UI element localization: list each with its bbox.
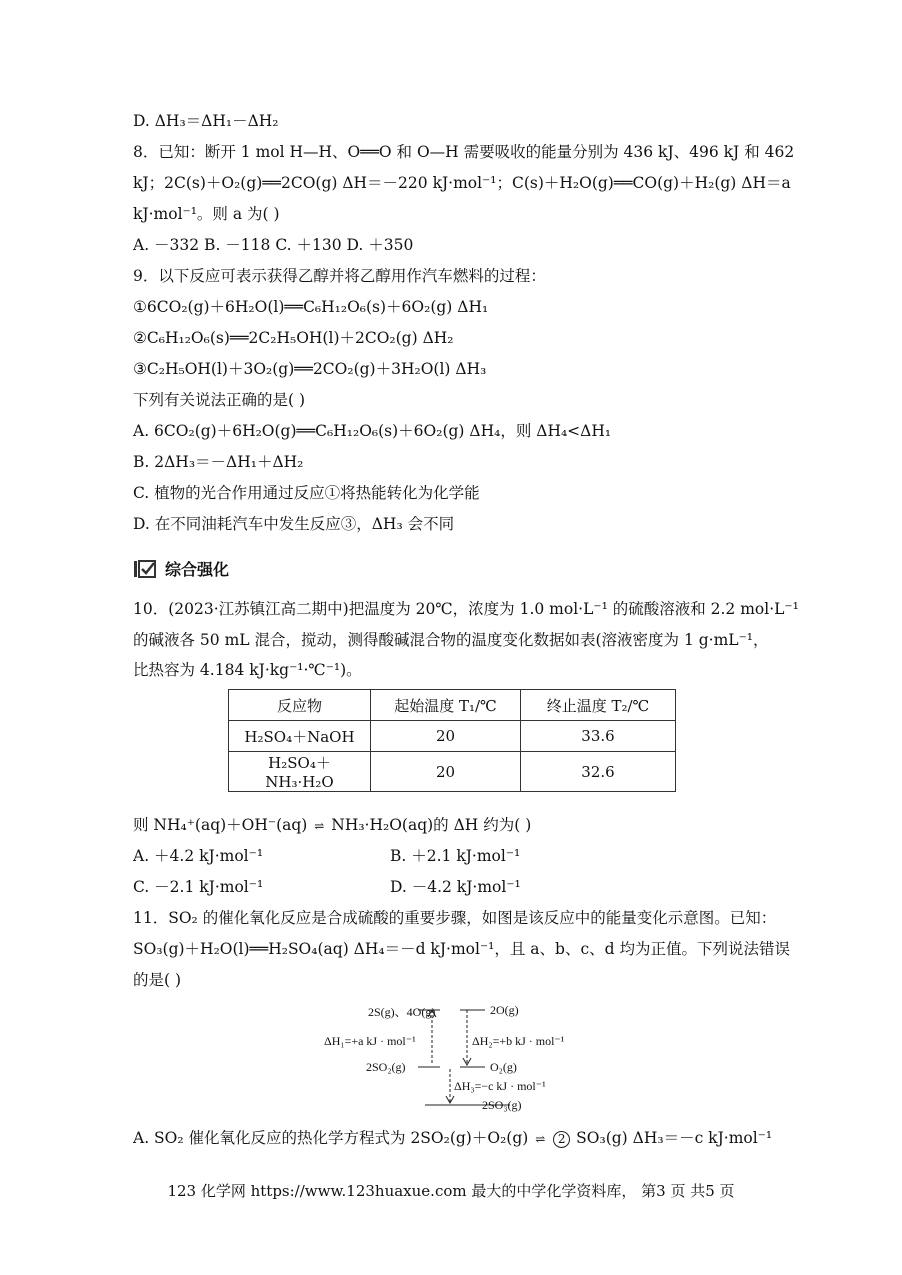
table-row xyxy=(229,752,676,792)
reversible-arrow-icon: ⇌ xyxy=(314,819,325,833)
q7-option-d: D. ΔH₃＝ΔH₁－ΔH₂ xyxy=(133,112,279,130)
q9-question: 下列有关说法正确的是( ) xyxy=(133,391,306,409)
q10-option-c: C. －2.1 kJ·mol⁻¹ xyxy=(133,878,264,896)
q10-question xyxy=(133,815,531,836)
q11-stem-line3: 的是( ) xyxy=(133,971,182,989)
page-footer: 123 化学网 https://www.123huaxue.com 最大的中学化学资料库， 第3 页 共5 页 xyxy=(167,1182,735,1200)
q9-reaction-3: ③C₂H₅OH(l)＋3O₂(g)══2CO₂(g)＋3H₂O(l) ΔH₃ xyxy=(133,360,487,378)
circled-digit: 2 xyxy=(553,1131,570,1148)
q10-stem-line3: 比热容为 4.184 kJ·kg⁻¹·℃⁻¹)。 xyxy=(133,661,362,679)
diagram-label-dh2: ΔH₂=+b kJ · mol⁻¹ xyxy=(472,1034,565,1048)
checklist-icon xyxy=(133,559,157,579)
table-header-cell: 起始温度 T₁/℃ xyxy=(371,690,521,721)
q8-stem-line2: kJ；2C(s)＋O₂(g)══2CO(g) ΔH＝－220 kJ·mol⁻¹；C(s)＋H₂O(g)══CO(g)＋H₂(g) ΔH＝a xyxy=(133,174,791,192)
table-cell: 32.6 xyxy=(521,752,676,792)
q10-question-rhs: NH₃·H₂O(aq)的 ΔH 约为( ) xyxy=(331,816,532,834)
q8-options: A. －332 B. －118 C. ＋130 D. ＋350 xyxy=(133,236,414,254)
energy-diagram xyxy=(310,997,590,1121)
q10-stem-line1: 10．(2023·江苏镇江高二期中)把温度为 20℃，浓度为 1.0 mol·L⁻¹ 的硫酸溶液和 2.2 mol·L⁻¹ xyxy=(133,600,799,618)
diagram-label-mid-right: O₂(g) xyxy=(490,1060,517,1074)
q10-stem-line2: 的碱液各 50 mL 混合，搅动，测得酸碱混合物的温度变化数据如表(溶液密度为 1 g·mL⁻¹， xyxy=(133,631,769,649)
q8-stem-line1: 8．已知：断开 1 mol H—H、O══O 和 O—H 需要吸收的能量分别为 436 kJ、496 kJ 和 462 xyxy=(133,143,795,161)
diagram-label-dh1: ΔH₁=+a kJ · mol⁻¹ xyxy=(324,1034,416,1048)
q10-option-b: B. ＋2.1 kJ·mol⁻¹ xyxy=(390,847,521,865)
q11-option-a-lhs: A. SO₂ 催化氧化反应的热化学方程式为 2SO₂(g)＋O₂(g) xyxy=(133,1129,529,1147)
table-header-row xyxy=(229,690,676,721)
q9-option-d: D. 在不同油耗汽车中发生反应③，ΔH₃ 会不同 xyxy=(133,515,455,533)
table-cell: 20 xyxy=(371,752,521,792)
diagram-label-dh3: ΔH₃=−c kJ · mol⁻¹ xyxy=(454,1079,546,1093)
q9-option-a: A. 6CO₂(g)＋6H₂O(g)══C₆H₁₂O₆(s)＋6O₂(g) ΔH₄，则 ΔH₄<ΔH₁ xyxy=(133,422,612,440)
q10-question-lhs: 则 NH₄⁺(aq)＋OH⁻(aq) xyxy=(133,816,308,834)
q10-option-a: A. ＋4.2 kJ·mol⁻¹ xyxy=(133,847,264,865)
q11-stem-line2: SO₃(g)＋H₂O(l)══H₂SO₄(aq) ΔH₄＝－d kJ·mol⁻¹，且 a、b、c、d 均为正值。下列说法错误 xyxy=(133,940,790,958)
q11-option-a-rhs: SO₃(g) ΔH₃＝－c kJ·mol⁻¹ xyxy=(576,1129,773,1147)
q11-stem-line1: 11．SO₂ 的催化氧化反应是合成硫酸的重要步骤，如图是该反应中的能量变化示意图。已知： xyxy=(133,909,777,927)
temperature-table xyxy=(228,689,676,792)
table-header-cell: 反应物 xyxy=(229,690,371,721)
q9-stem: 9．以下反应可表示获得乙醇并将乙醇用作汽车燃料的过程： xyxy=(133,267,546,285)
table-cell: 20 xyxy=(371,721,521,752)
reversible-arrow-icon: ⇌ xyxy=(535,1132,546,1146)
table-header-cell: 终止温度 T₂/℃ xyxy=(521,690,676,721)
table-row xyxy=(229,721,676,752)
table-cell: H₂SO₄＋NaOH xyxy=(229,721,371,752)
table-cell: H₂SO₄＋NH₃·H₂O xyxy=(229,752,371,792)
section-header xyxy=(133,557,229,580)
q11-option-a xyxy=(133,1128,772,1149)
section-title: 综合强化 xyxy=(165,560,230,579)
q8-stem-line3: kJ·mol⁻¹。则 a 为( ) xyxy=(133,205,280,223)
q9-reaction-2: ②C₆H₁₂O₆(s)══2C₂H₅OH(l)＋2CO₂(g) ΔH₂ xyxy=(133,329,454,347)
diagram-label-top-right: 2O(g) xyxy=(490,1003,519,1017)
diagram-label-bottom: 2SO₃(g) xyxy=(482,1098,522,1112)
q10-option-d: D. －4.2 kJ·mol⁻¹ xyxy=(390,878,521,896)
q9-reaction-1: ①6CO₂(g)＋6H₂O(l)══C₆H₁₂O₆(s)＋6O₂(g) ΔH₁ xyxy=(133,298,489,316)
q9-option-c: C. 植物的光合作用通过反应①将热能转化为化学能 xyxy=(133,484,480,502)
diagram-label-top-left: 2S(g)、4O(g) xyxy=(368,1005,436,1019)
table-cell: 33.6 xyxy=(521,721,676,752)
q9-option-b: B. 2ΔH₃＝－ΔH₁＋ΔH₂ xyxy=(133,453,304,471)
diagram-label-mid-left: 2SO₂(g) xyxy=(366,1060,406,1074)
